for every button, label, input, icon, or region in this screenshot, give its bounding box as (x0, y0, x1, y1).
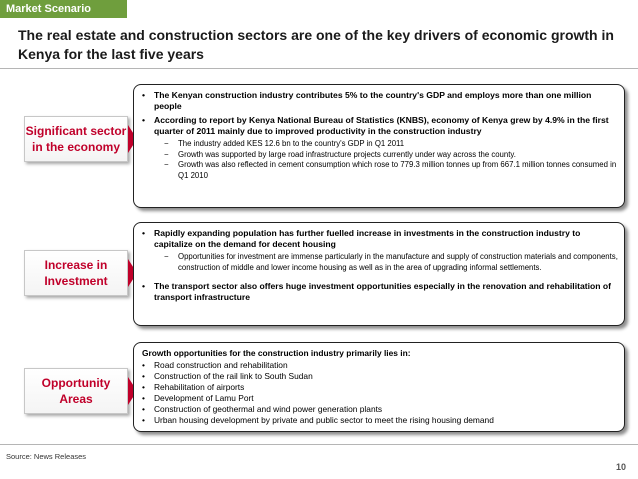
list-item-text: Road construction and rehabilitation (154, 360, 288, 370)
opportunity-heading: Growth opportunities for the construction industry primarily lies in: (142, 348, 411, 358)
page-title: The real estate and construction sectors are one of the key drivers of economic growth in Kenya for the last five years (18, 27, 614, 62)
source-note: Source: News Releases (6, 452, 87, 461)
label-text: Opportunity Areas (41, 376, 111, 406)
bullet-item (142, 115, 618, 137)
list-item-text: Construction of the rail link to South Sudan (154, 371, 313, 381)
sub-bullet-text: Growth was also reflected in cement consumption which rose to 779.3 million tonnes up from 667.1 million tonnes consumed in Q1 2010 (178, 160, 617, 180)
content-box-opportunity-areas (133, 342, 625, 432)
bullet-icon: • (142, 415, 145, 425)
bullet-icon: • (142, 404, 145, 414)
bullet-icon: • (142, 90, 146, 100)
list-item-text: Rehabilitation of airports (154, 382, 245, 392)
bullet-item (142, 90, 618, 112)
list-item (142, 360, 618, 371)
top-divider (0, 68, 638, 69)
list-item-text: Development of Lamu Port (154, 393, 254, 403)
sub-bullet-item (142, 139, 618, 150)
bullet-icon: • (142, 371, 145, 381)
dash-icon: − (164, 160, 169, 169)
bullet-icon: • (142, 228, 146, 238)
label-text: Increase in Investment (44, 258, 108, 288)
list-item-text: Urban housing development by private and public sector to meet the rising housing demand (154, 415, 494, 425)
dash-icon: − (164, 149, 169, 159)
sub-bullet-text: Opportunities for investment are immense particularly in the manufacture and supply of construction materials and components, construction of middle and lower income housing as well as in the area of upgrading informal settlements. (178, 252, 618, 272)
label-increase-investment (24, 250, 128, 296)
content-box-increase-investment (133, 222, 625, 326)
section-tag: Market Scenario (0, 0, 127, 18)
content-box-significant-sector (133, 84, 625, 208)
sub-bullet-item (142, 160, 618, 181)
bullet-item (142, 281, 618, 303)
bullet-item (142, 228, 618, 250)
sub-bullet-text: Growth was supported by large road infrastructure projects currently under way across the county. (178, 149, 516, 159)
opportunity-list (142, 360, 618, 426)
sub-bullet-text: The industry added KES 12.6 bn to the country's GDP in Q1 2011 (178, 139, 405, 148)
bullet-icon: • (142, 382, 145, 392)
dash-icon: − (164, 252, 169, 261)
list-item (142, 371, 618, 382)
list-item (142, 393, 618, 404)
dash-icon: − (164, 139, 169, 148)
list-item (142, 404, 618, 415)
bottom-divider (0, 444, 638, 445)
label-text: Significant sector in the economy (25, 124, 127, 154)
bullet-icon: • (142, 115, 146, 125)
label-opportunity-areas (24, 368, 128, 414)
list-item (142, 382, 618, 393)
page-number: 10 (615, 462, 626, 472)
list-item (142, 415, 618, 426)
bullet-text: The transport sector also offers huge investment opportunities especially in the renovation and rehabilitation of transport infrastructure (154, 281, 611, 302)
bullet-text: According to report by Kenya National Bureau of Statistics (KNBS), economy of Kenya grew by 4.9% in the first quarter of 2011 mainly due to improved productivity in the construction industry (154, 115, 609, 136)
bullet-icon: • (142, 281, 146, 291)
list-item-text: Construction of geothermal and wind power generation plants (154, 404, 383, 414)
label-significant-sector (24, 116, 128, 162)
bullet-text: Rapidly expanding population has further fuelled increase in investments in the construction industry to capitalize on the demand for decent housing (154, 228, 581, 249)
bullet-icon: • (142, 360, 145, 370)
sub-bullet-item (142, 150, 618, 161)
bullet-icon: • (142, 393, 145, 403)
bullet-text: The Kenyan construction industry contributes 5% to the country's GDP and employs more than one million people (154, 90, 592, 111)
sub-bullet-item (142, 252, 618, 273)
